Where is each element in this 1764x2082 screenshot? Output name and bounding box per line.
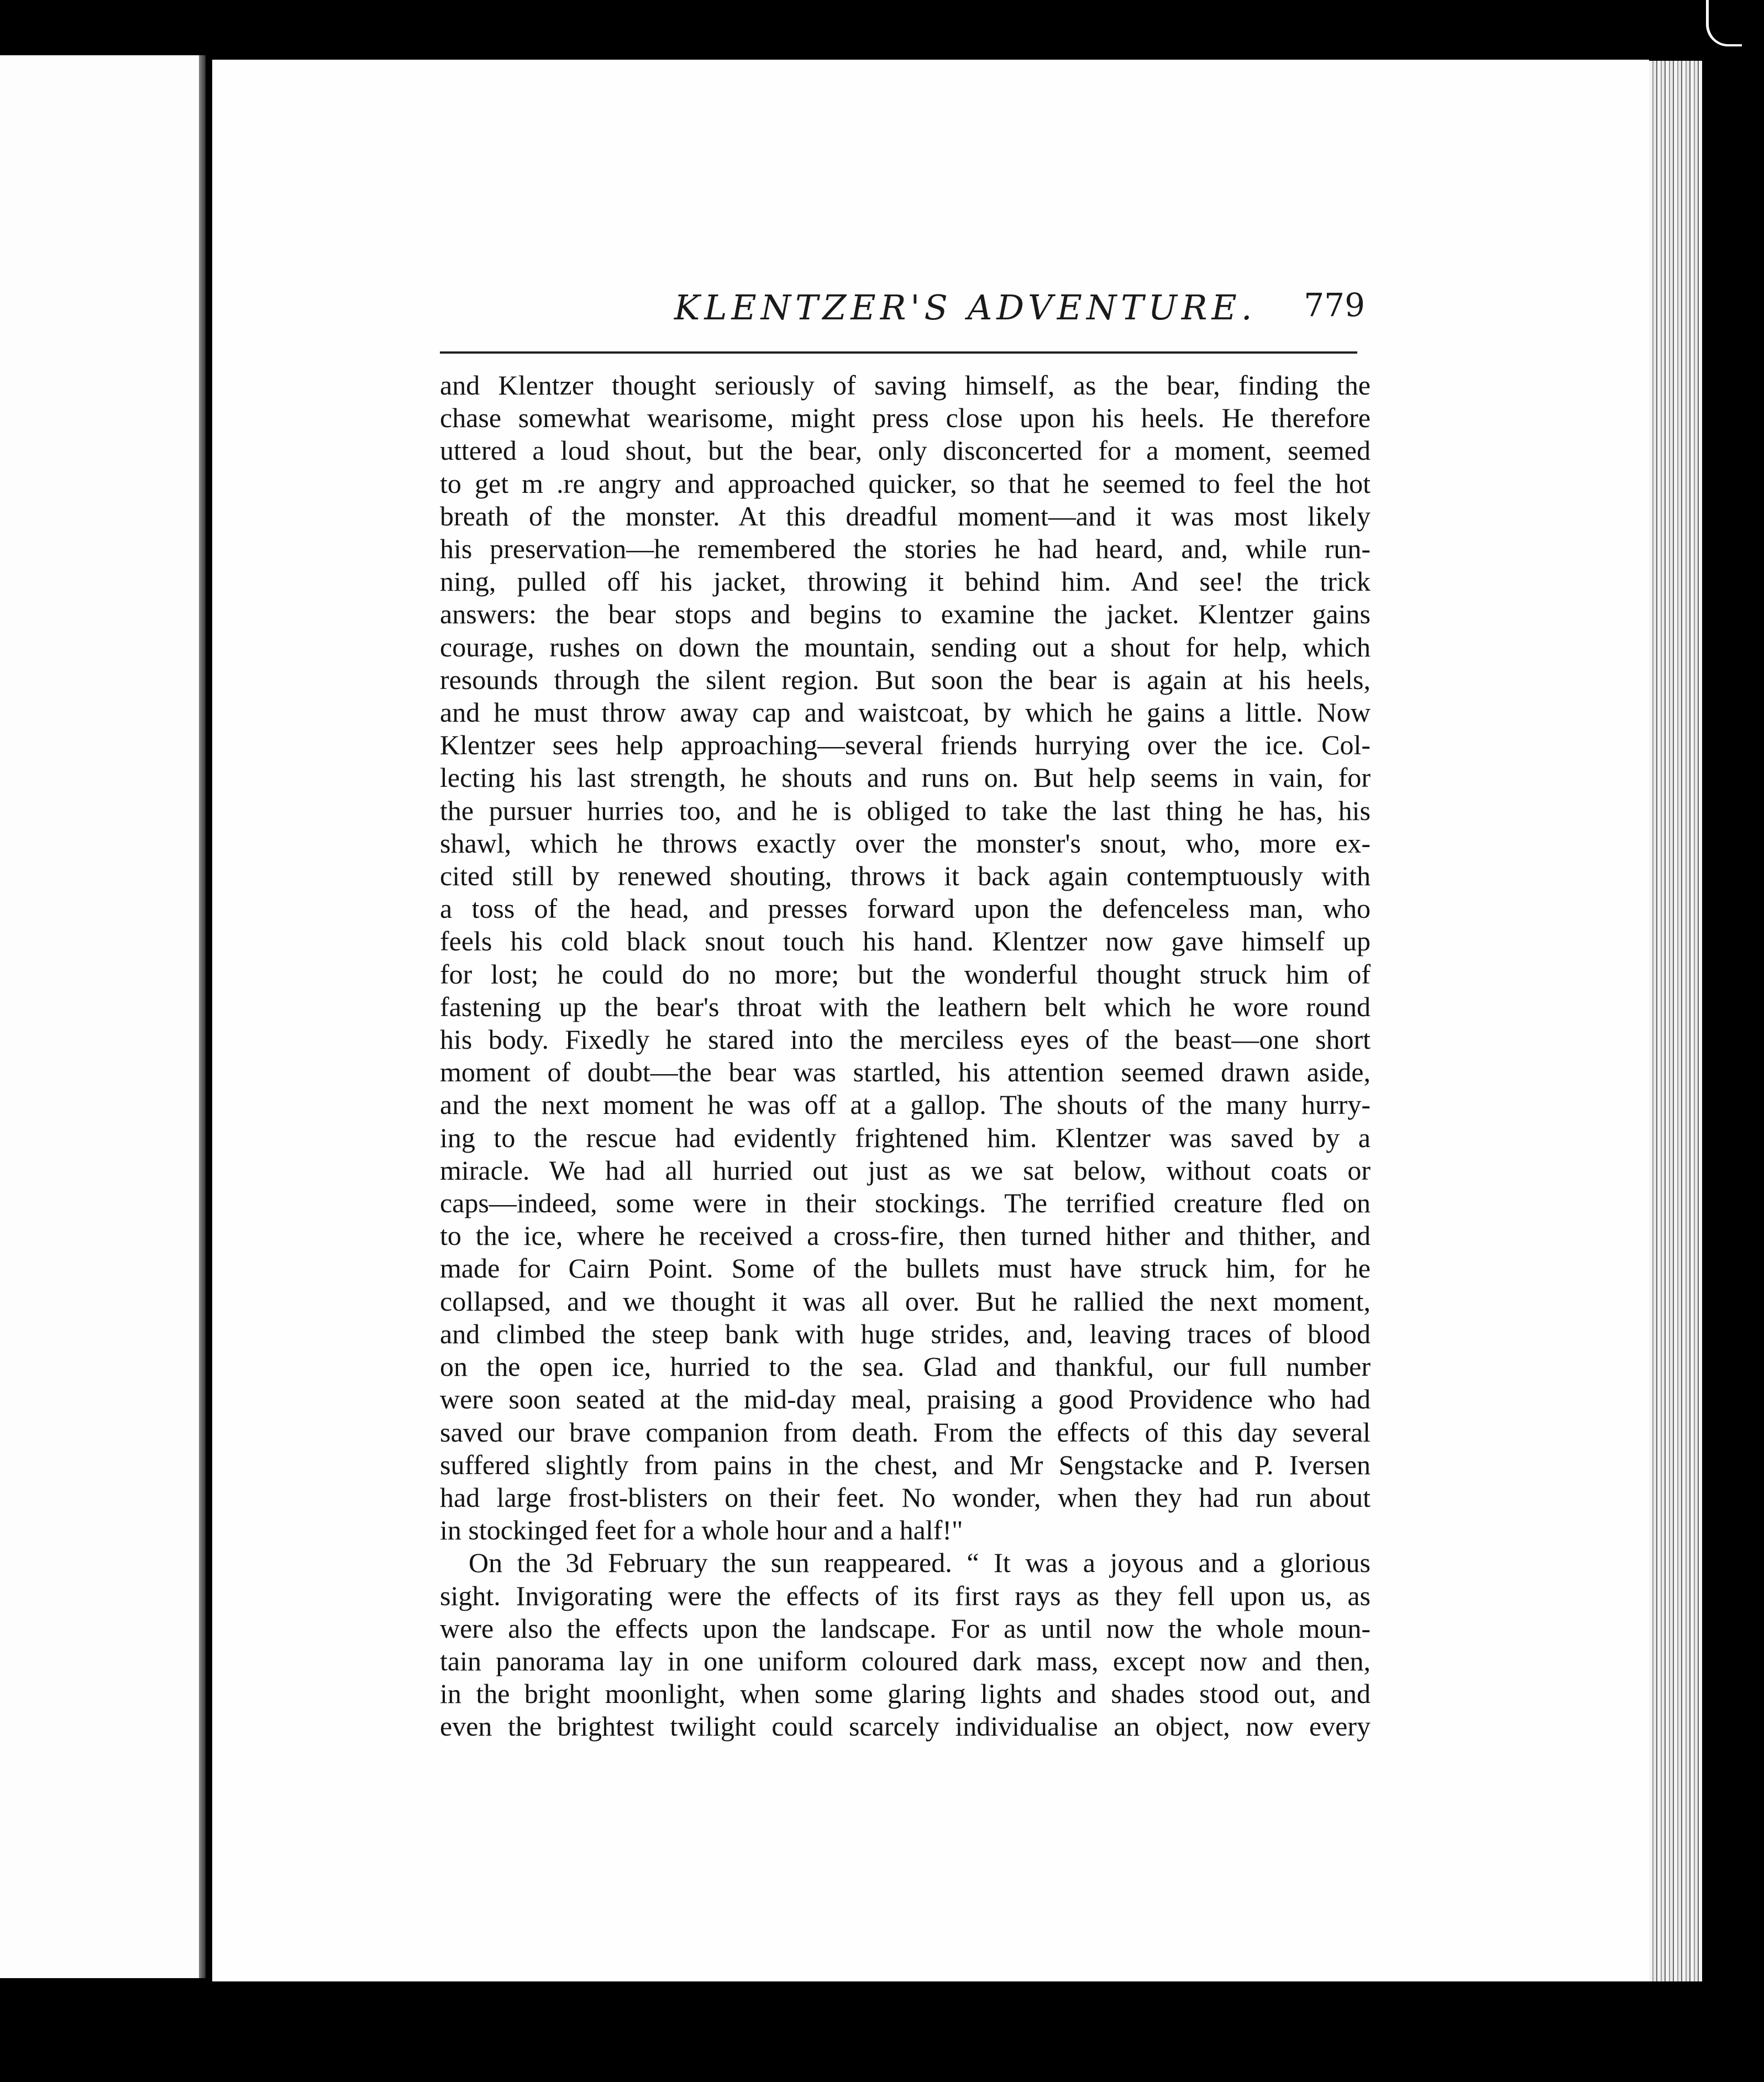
running-title: KLENTZER'S ADVENTURE. — [674, 287, 1257, 328]
text-line: made for Cairn Point. Some of the bullets must have struck him, for he — [440, 1253, 1371, 1284]
text-line: in stockinged feet for a whole hour and a half!" — [440, 1515, 963, 1546]
facing-page-edge — [0, 55, 206, 1978]
text-line: miracle. We had all hurried out just as we sat below, without coats or — [440, 1154, 1371, 1186]
text-line: his preservation—he remembered the stories he had heard, and, while run- — [440, 533, 1371, 565]
text-line: sight. Invigorating were the effects of its first rays as they fell upon us, as — [440, 1580, 1371, 1611]
text-line: fastening up the bear's throat with the leathern belt which he wore round — [440, 991, 1371, 1022]
book-gutter — [199, 55, 206, 1978]
page-header — [232, 243, 1365, 332]
text-line: breath of the monster. At this dreadful moment—and it was most likely — [440, 500, 1371, 532]
text-line: his body. Fixedly he stared into the merciless eyes of the beast—one short — [440, 1024, 1371, 1055]
text-line: caps—indeed, some were in their stockings. The terrified creature fled on — [440, 1187, 1371, 1219]
text-line: Klentzer sees help approaching—several friends hurrying over the ice. Col- — [440, 729, 1371, 761]
text-line: and climbed the steep bank with huge strides, and, leaving traces of blood — [440, 1318, 1371, 1349]
text-line: tain panorama lay in one uniform coloured dark mass, except now and then, — [440, 1645, 1371, 1676]
text-line: the pursuer hurries too, and he is obliged to take the last thing he has, his — [440, 795, 1371, 826]
text-line: shawl, which he throws exactly over the monster's snout, who, more ex- — [440, 827, 1371, 859]
page-number: 779 — [1304, 286, 1365, 324]
text-line: in the bright moonlight, when some glaring lights and shades stood out, and — [440, 1678, 1371, 1710]
text-line: ing to the rescue had evidently frightened him. Klentzer was saved by a — [440, 1122, 1371, 1153]
text-line: had large frost-blisters on their feet. No wonder, when they had run about — [440, 1481, 1371, 1513]
text-line: ning, pulled off his jacket, throwing it behind him. And see! the trick — [440, 566, 1371, 597]
text-line: were soon seated at the mid-day meal, praising a good Providence who had — [440, 1384, 1371, 1415]
text-line: to the ice, where he received a cross-fire, then turned hither and thither, and — [440, 1220, 1371, 1252]
text-line: uttered a loud shout, but the bear, only disconcerted for a moment, seemed — [440, 435, 1371, 466]
body-text — [440, 369, 1371, 1743]
text-line: for lost; he could do no more; but the wonderful thought struck him of — [440, 958, 1371, 990]
text-line: answers: the bear stops and begins to examine the jacket. Klentzer gains — [440, 598, 1371, 630]
text-line: lecting his last strength, he shouts and runs on. But help seems in vain, for — [440, 762, 1371, 793]
text-line: saved our brave companion from death. From the effects of this day several — [440, 1416, 1371, 1448]
header-rule — [440, 351, 1357, 354]
text-line: feels his cold black snout touch his hand. Klentzer now gave himself up — [440, 926, 1371, 957]
page-block-edges — [1649, 61, 1702, 1981]
text-line: collapsed, and we thought it was all over. But he rallied the next moment, — [440, 1285, 1371, 1317]
text-line: chase somewhat wearisome, might press close upon his heels. He therefore — [440, 402, 1371, 434]
text-line: moment of doubt—the bear was startled, his attention seemed drawn aside, — [440, 1056, 1371, 1088]
text-line: and the next moment he was off at a gallop. The shouts of the many hurry- — [440, 1089, 1371, 1121]
text-line: a toss of the head, and presses forward upon the defenceless man, who — [440, 893, 1371, 924]
text-line: resounds through the silent region. But soon the bear is again at his heels, — [440, 664, 1371, 695]
text-line: On the 3d February the sun reappeared. “ It was a joyous and a glorious — [469, 1547, 1371, 1579]
text-line: to get m .re angry and approached quicker, so that he seemed to feel the hot — [440, 467, 1371, 499]
text-line: on the open ice, hurried to the sea. Glad and thankful, our full number — [440, 1351, 1371, 1382]
text-line: cited still by renewed shouting, throws it back again contemptuously with — [440, 860, 1371, 892]
scan-artifact — [1706, 0, 1742, 46]
text-line: and Klentzer thought seriously of saving himself, as the bear, finding the — [440, 370, 1371, 401]
text-line: courage, rushes on down the mountain, sending out a shout for help, which — [440, 631, 1371, 663]
text-line: and he must throw away cap and waistcoat, by which he gains a little. Now — [440, 697, 1371, 728]
text-line: were also the effects upon the landscape. For as until now the whole moun- — [440, 1612, 1371, 1644]
text-line: suffered slightly from pains in the chest, and Mr Sengstacke and P. Iversen — [440, 1449, 1371, 1480]
text-line: even the brightest twilight could scarcely individualise an object, now every — [440, 1711, 1371, 1742]
